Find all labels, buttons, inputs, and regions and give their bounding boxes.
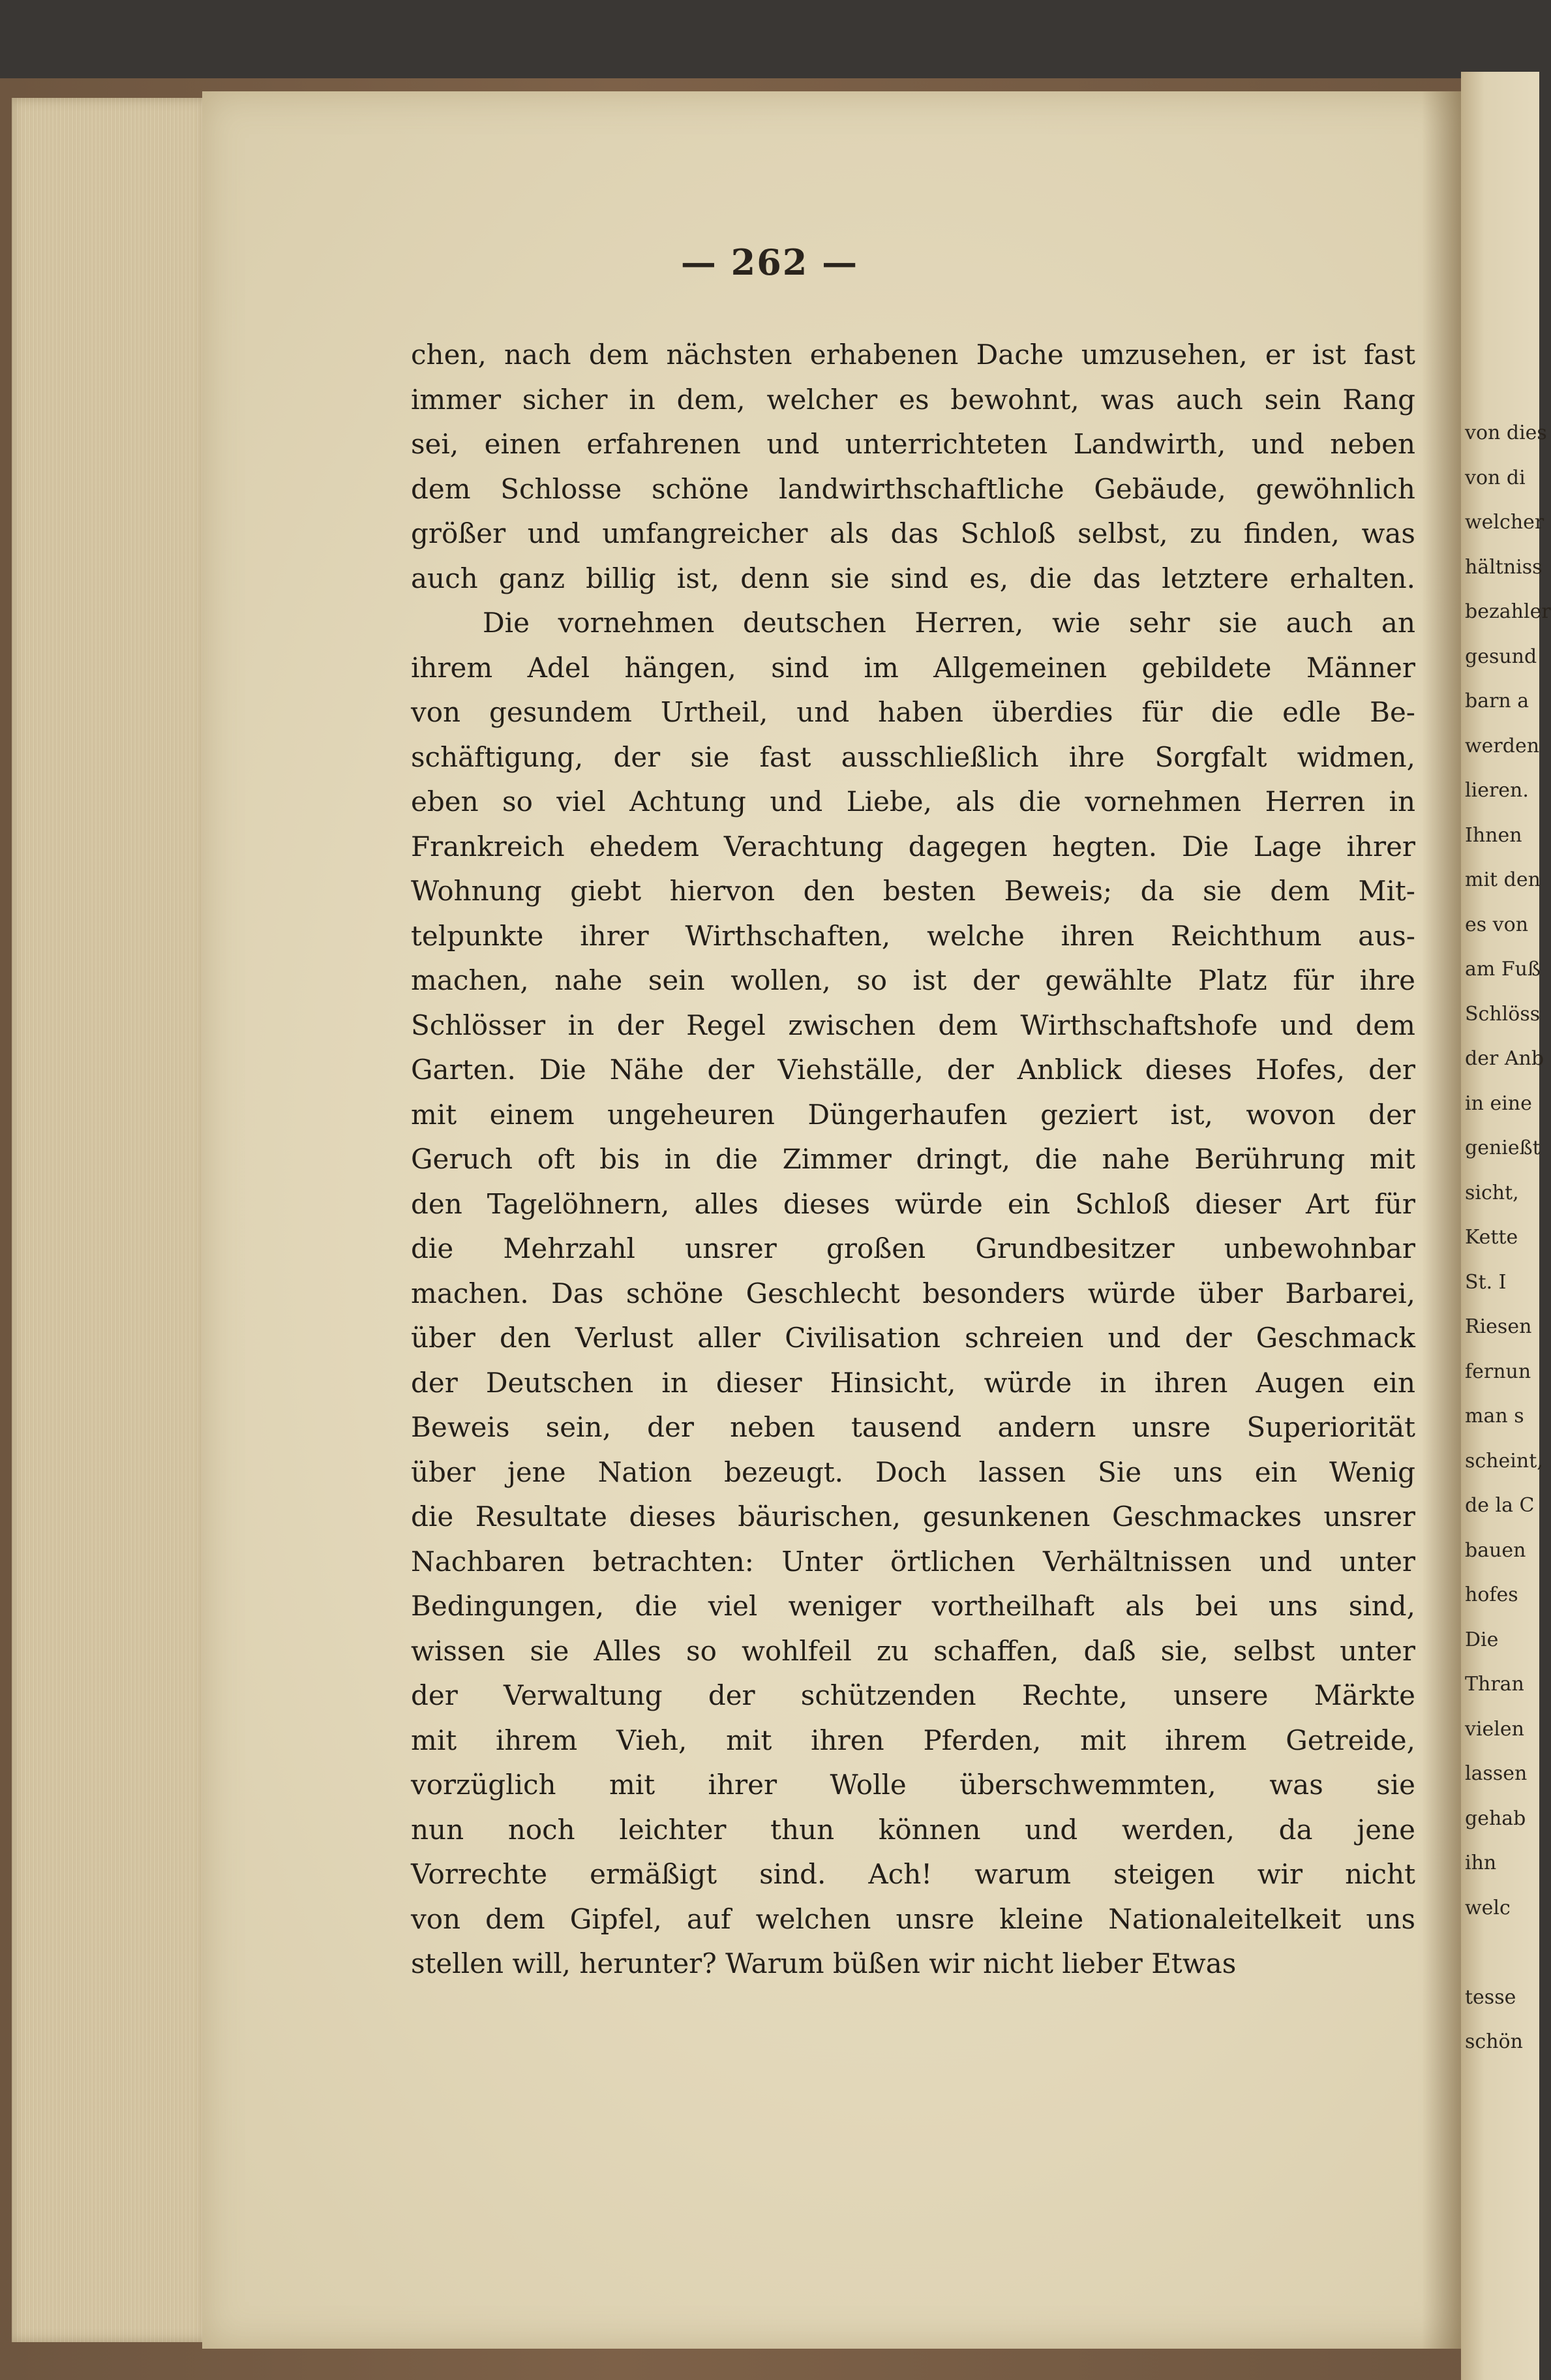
next-page-fragment: lieren. (1465, 779, 1529, 802)
next-page-fragment: welcher (1465, 511, 1544, 534)
text-line: Frankreich ehedem Verachtung dagegen hegten. Die Lage ihrer (411, 830, 1415, 862)
text-line: telpunkte ihrer Wirthschaften, welche ihren Reichthum aus- (411, 919, 1415, 952)
text-line: den Tagelöhnern, alles dieses würde ein Schloß dieser Art für (411, 1187, 1415, 1220)
text-line: über jene Nation bezeugt. Doch lassen Sie uns ein Wenig (411, 1456, 1415, 1488)
next-page-fragment (1465, 1930, 1543, 1976)
text-line: von dem Gipfel, auf welchen unsre kleine Nationaleitelkeit uns (411, 1902, 1415, 1935)
text-line: ihrem Adel hängen, sind im Allgemeinen gebildete Männer (411, 651, 1415, 684)
next-page-fragment: scheint, (1465, 1449, 1543, 1472)
page-gutter (1422, 91, 1461, 2349)
text-line: schäftigung, der sie fast ausschließlich ihre Sorgfalt widmen, (411, 740, 1415, 773)
text-line: Nachbaren betrachten: Unter örtlichen Verhältnissen und unter (411, 1545, 1415, 1578)
next-page-fragment: gesund (1465, 645, 1537, 668)
text-line: dem Schlosse schöne landwirthschaftliche Gebäude, gewöhnlich (411, 472, 1415, 505)
next-page-fragment: am Fuß (1465, 958, 1541, 981)
next-page-fragment: tesse (1465, 1985, 1516, 2009)
text-line: der Deutschen in dieser Hinsicht, würde in ihren Augen ein (411, 1366, 1415, 1399)
text-line: chen, nach dem nächsten erhabenen Dache umzusehen, er ist fast (411, 339, 1415, 371)
next-page-fragment: Riesen (1465, 1315, 1532, 1338)
text-line: immer sicher in dem, welcher es bewohnt, was auch sein Rang (411, 383, 1415, 416)
text-line: Schlösser in der Regel zwischen dem Wirthschaftshofe und dem (411, 1009, 1415, 1041)
next-page-fragment: barn a (1465, 690, 1529, 712)
body-text (411, 333, 1415, 1987)
next-page-fragment: schön (1465, 2030, 1523, 2053)
next-page-fragment: hältniss (1465, 555, 1543, 579)
next-page-fragment: Die (1465, 1628, 1499, 1651)
text-line: Die vornehmen deutschen Herren, wie sehr sie auch an (483, 607, 1415, 639)
text-line: Vorrechte ermäßigt sind. Ach! warum steigen wir nicht (411, 1858, 1415, 1890)
text-line: stellen will, herunter? Warum büßen wir nicht lieber Etwas (411, 1947, 1237, 1979)
next-page-fragment: St. I (1465, 1270, 1507, 1294)
next-page-fragment: man s (1465, 1405, 1524, 1427)
next-page-fragment: bauen (1465, 1538, 1526, 1562)
text-line: auch ganz billig ist, denn sie sind es, die das letztere erhalten. (411, 562, 1415, 594)
text-line: über den Verlust aller Civilisation schreien und der Geschmack (411, 1322, 1415, 1354)
next-page-fragment: Schlöss (1465, 1002, 1541, 1026)
next-page-fragment: von di (1465, 466, 1526, 489)
text-line: sei, einen erfahrenen und unterrichteten Landwirth, und neben (411, 428, 1415, 460)
text-line: mit einem ungeheuren Düngerhaufen geziert ist, wovon der (411, 1098, 1415, 1131)
text-line: nun noch leichter thun können und werden, da jene (411, 1813, 1415, 1846)
text-line: machen, nahe sein wollen, so ist der gewählte Platz für ihre (411, 964, 1415, 996)
text-line: mit ihrem Vieh, mit ihren Pferden, mit ihrem Getreide, (411, 1724, 1415, 1756)
page-edges (12, 98, 209, 2342)
text-line: vorzüglich mit ihrer Wolle überschwemmten, was sie (411, 1769, 1415, 1801)
next-page-fragment: von dies (1465, 421, 1547, 444)
next-page-fragment: bezahler (1465, 600, 1551, 623)
right-page-edge (1461, 72, 1551, 2380)
next-page-fragment: Thran (1465, 1673, 1524, 1696)
next-page-fragment: lassen (1465, 1762, 1528, 1785)
next-page-fragment: Ihnen (1465, 823, 1522, 847)
next-page-fragment: de la C (1465, 1494, 1535, 1517)
text-line: der Verwaltung der schützenden Rechte, unsere Märkte (411, 1679, 1415, 1711)
text-line: wissen sie Alles so wohlfeil zu schaffen, daß sie, selbst unter (411, 1634, 1415, 1667)
next-page-fragment: der Anb (1465, 1047, 1544, 1070)
next-page-fragment: gehab (1465, 1807, 1526, 1830)
text-line: Bedingungen, die viel weniger vortheilhaft als bei uns sind, (411, 1590, 1415, 1622)
text-line: Wohnung giebt hiervon den besten Beweis; da sie dem Mit- (411, 875, 1415, 907)
next-page-fragment: ihn (1465, 1852, 1497, 1874)
text-line: größer und umfangreicher als das Schloß selbst, zu finden, was (411, 517, 1415, 549)
next-page-fragment: vielen (1465, 1717, 1524, 1741)
text-line: Beweis sein, der neben tausend andern unsre Superiorität (411, 1411, 1415, 1443)
next-page-fragment: welc (1465, 1896, 1511, 1919)
text-line: die Resultate dieses bäurischen, gesunkenen Geschmackes unsrer (411, 1501, 1415, 1533)
text-line: die Mehrzahl unsrer großen Grundbesitzer unbewohnbar (411, 1232, 1415, 1264)
text-line: machen. Das schöne Geschlecht besonders würde über Barbarei, (411, 1277, 1415, 1309)
next-page-fragment: in eine (1465, 1091, 1532, 1115)
right-page-text (1465, 411, 1551, 2065)
text-line: eben so viel Achtung und Liebe, als die vornehmen Herren in (411, 786, 1415, 817)
next-page-fragment: werden (1465, 734, 1540, 757)
next-page-fragment: Kette (1465, 1226, 1518, 1249)
next-page-fragment: fernun (1465, 1360, 1531, 1383)
next-page-fragment: es von (1465, 913, 1529, 936)
page-number: — 262 — (680, 241, 859, 283)
next-page-fragment: sicht, (1465, 1181, 1519, 1204)
next-page-fragment: hofes (1465, 1583, 1518, 1606)
text-line: Geruch oft bis in die Zimmer dringt, die nahe Berührung mit (411, 1143, 1415, 1175)
next-page-fragment: mit den (1465, 868, 1541, 891)
next-page-fragment: genießt (1465, 1137, 1541, 1159)
text-line: von gesundem Urtheil, und haben überdies für die edle Be- (411, 696, 1415, 728)
text-line: Garten. Die Nähe der Viehställe, der Anblick dieses Hofes, der (411, 1054, 1415, 1086)
